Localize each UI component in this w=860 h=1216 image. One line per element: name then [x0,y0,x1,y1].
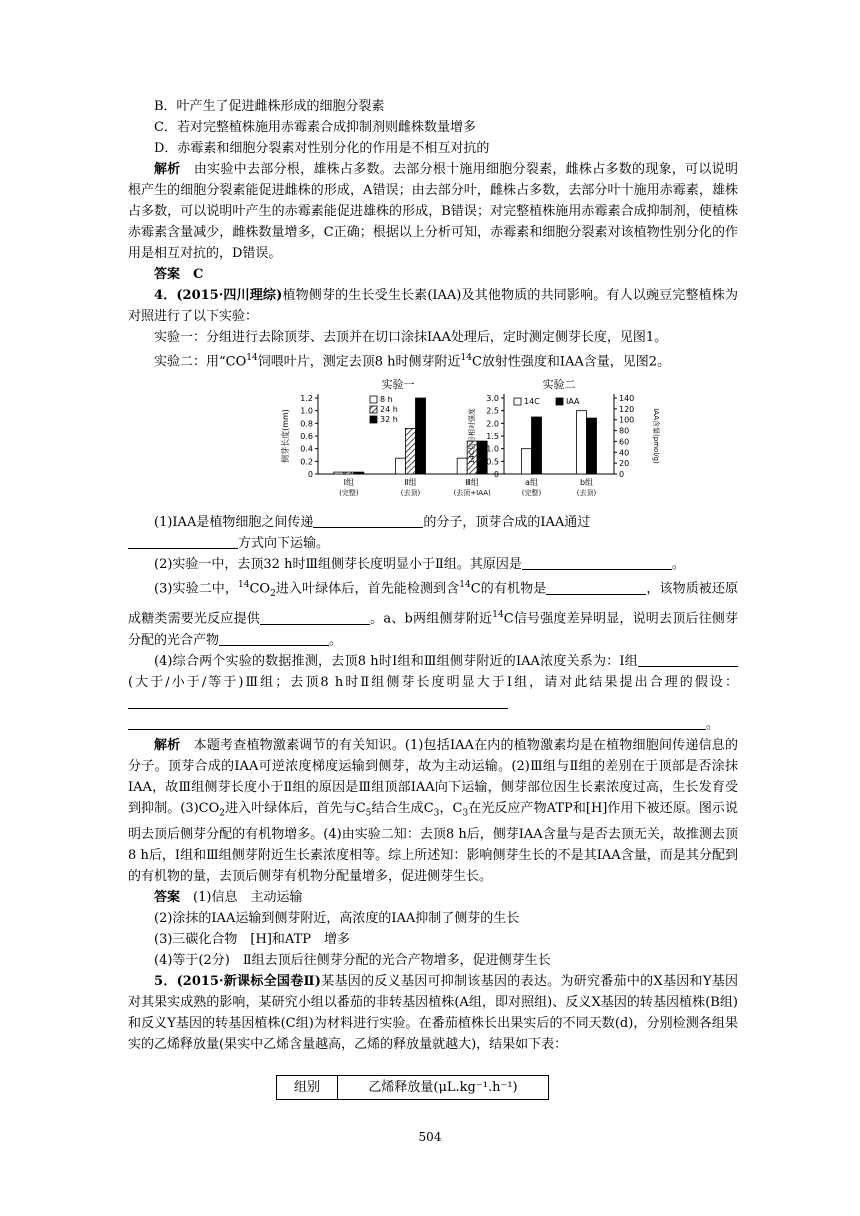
chart2-y-tick-label: 2.5 [486,406,499,416]
chart1-category-label: Ⅱ组 [404,478,417,488]
chart2-legend-swatch [556,398,563,405]
q4-3: (3)实验二中，$^{14}CO_2$进入叶绿体后，首先能检测到含$^{14}$C的有机物是 ，该物质被还原成糖类需要光反应提供 。a、b两组侧芽附近$^{14}$C信号强度差异明显，说明去顶后往侧芽分配的光合产物 。 [128,580,738,648]
table-col-group: 组别 [277,1076,338,1100]
chart2-category-note: (完整) [521,489,542,498]
q4-1: (1)IAA是植物细胞之间传递 的分子，顶芽合成的IAA通过 方式向下运输。 [128,512,738,554]
chart1-legend-swatch [370,416,377,423]
chart1-category-label: Ⅰ组 [343,478,355,488]
chart2-y2-tick-label: 60 [619,437,630,447]
chart2-y-label: 14C信号相对强度 [468,408,476,465]
analysis-3 [128,159,738,264]
question-4 [128,285,738,327]
analysis-4: 解析 本题考查植物激素调节的有关知识。(1)包括IAA在内的植物激素均是在植物细胞间传递信息的分子。顶芽合成的IAA可逆浓度梯度运输到侧芽，故为主动运输。(2)Ⅲ组与Ⅱ组的差别在于顶部是否涂抹IAA，故Ⅲ组侧芽长度小于Ⅱ组的原因是Ⅲ组顶部IAA向下运输，侧芽部位因生长素浓度过高，生长发育受到抑制。$(3)CO_2$进入叶绿体后，首先与$C_5$结合生成$C_3$，$C_3$在光反应产物ATP和[H]作用下被还原。图示说明去顶后侧芽分配的有机物增多。(4)由实验二知：去顶8 h后，侧芽IAA含量与是否去顶无关，故推测去顶8 h后，Ⅰ组和Ⅲ组侧芽附近生长素浓度相等。综上所述知：影响侧芽生长的不是其IAA含量，而是其分配到的有机物的量，去顶后侧芽有机物分配量增多，促进侧芽生长。 [128,737,738,885]
chart1-legend-swatch [370,406,377,413]
chart1-category-label: Ⅲ组 [465,478,479,488]
page-number: 504 [418,1130,442,1144]
chart1-category-note: (去顶+IAA) [453,489,491,498]
chart1-y-label: 侧芽长度(mm) [281,409,290,464]
chart2-bar [587,418,597,474]
chart2-y2-tick-label: 40 [619,448,630,458]
answer-label: 答案 [154,267,181,282]
chart1-bar [354,472,364,474]
chart2-y-tick-label: 2.0 [486,419,499,429]
chart1-y-tick-label: 1.0 [300,406,313,416]
chart2-y-tick-label: 0.5 [486,457,499,467]
chart2-bar [532,417,542,474]
chart2-y2-tick-label: 0 [619,470,625,480]
answer-4-3: (3)三碳化合物 [H]和ATP 增多 [154,932,350,948]
experiment-2: 实验二：用“CO$^{14}$饲喂叶片，测定去顶8 h时侧芽附近$^{14}$C放射性强度和IAA含量，见图2。 [154,353,671,370]
q4-text: 植物侧芽的生长受生长素(IAA)及其他物质的共同影响。有人以豌豆完整植株为对照进行了以下实验： [128,288,738,324]
chart2-bar [577,411,587,474]
chart1-bar [334,472,344,474]
chart1-y-tick-label: 1.2 [300,394,313,404]
experiment-1: 实验一：分组进行去除顶芽、去顶并在切口涂抹IAA处理后，定时测定侧芽长度，见图1。 [154,330,668,345]
option-c: C．若对完整植株施用赤霉素合成抑制剂则雌株数量增多 [154,120,476,135]
answer-3 [128,264,738,285]
chart2-y2-label: IAA含量(pmol/g) [652,408,660,465]
chart1-y-tick-label: 0 [307,470,313,480]
chart2-y-tick-label: 3.0 [486,394,499,404]
chart2-category-note: (去顶) [576,489,597,498]
chart1-legend-label: 24 h [380,405,398,415]
chart2-bar [522,449,532,474]
chart2-y-tick-label: 1.0 [486,444,499,454]
chart1-bar [344,472,354,474]
chart2-category-label: b组 [579,478,594,488]
chart2-y2-tick-label: 80 [619,426,630,436]
option-d: D．赤霉素和细胞分裂素对性别分化的作用是不相互对抗的 [154,141,490,156]
answer-4: 答案 (1)信息 主动运输 [154,890,303,906]
chart2-y-tick-label: 1.5 [486,432,499,442]
q4-head: 4．(2015·四川理综) [154,288,283,303]
chart2-title: 实验二 [542,378,576,392]
chart1-y-tick-label: 0.6 [300,432,313,442]
chart1-legend-swatch [370,396,377,403]
chart2-legend-label: IAA [566,397,580,407]
chart1-y-tick-label: 0.8 [300,419,313,429]
chart1-title: 实验一 [381,378,415,392]
ethylene-table [276,1075,549,1100]
q4-2: (2)实验一中，去顶32 h时Ⅲ组侧芽长度明显小于Ⅱ组。其原因是 。 [154,557,685,573]
analysis-text: 由实验中去部分根，雄株占多数。去部分根十施用细胞分裂素，雌株占多数的现象，可以说明根产生的细胞分裂素能促进雌株的形成，A错误；由去部分叶，雌株占多数，去部分叶十施用赤霉素，雄株占多数，可以说明叶产生的赤霉素能促进雄株的形成，B错误；对完整植株施用赤霉素合成抑制剂，使植株赤霉素含量减少，雌株数量增多，C正确；根据以上分析可知，赤霉素和细胞分裂素对该植物性别分化的作用是相互对抗的，D错误。 [128,162,738,261]
chart1-legend-label: 32 h [380,415,398,425]
chart2-y2-tick-label: 120 [619,405,635,415]
analysis-label: 解析 [154,162,181,177]
table-col-ethylene: 乙烯释放量(μL.kg⁻¹.h⁻¹) [338,1076,549,1100]
chart1-legend-label: 8 h [380,395,393,405]
chart1-y-tick-label: 0.4 [300,444,313,454]
chart2-legend-label: 14C [524,397,540,407]
chart1-y-tick-label: 0.2 [300,457,313,467]
chart2-category-label: a组 [525,478,538,488]
chart1-category-note: (去顶) [400,489,421,498]
chart1-bar [396,458,406,474]
option-b: B．叶产生了促进雌株形成的细胞分裂素 [154,99,385,114]
chart2-y2-tick-label: 140 [619,394,635,404]
chart2-y2-tick-label: 100 [619,416,635,426]
chart1-category-note: (完整) [339,489,359,498]
q4-4: (4)综合两个实验的数据推测，去顶8 h时Ⅰ组和Ⅲ组侧芽附近的IAA浓度关系为：Ⅰ组(大于/小于/等于)Ⅲ组；去顶8 h时Ⅱ组侧芽长度明显大于Ⅰ组，请对此结果提出合理的假设： 。 [128,653,738,732]
chart2-y-tick-label: 0 [493,470,499,480]
chart1-bar [416,398,426,474]
chart2-legend-swatch [514,398,521,405]
page-content [128,96,738,1100]
chart-experiment-2 [464,376,664,506]
chart1-bar [406,429,416,475]
answer-4-2: (2)涂抹的IAA运输到侧芽附近，高浓度的IAA抑制了侧芽的生长 [154,911,520,927]
figure-row [128,376,738,506]
answer-value: C [193,267,204,282]
answer-4-4: (4)等于(2分) Ⅱ组去顶后往侧芽分配的光合产物增多，促进侧芽生长 [154,953,551,969]
chart2-y2-tick-label: 20 [619,459,630,469]
question-5: 5．(2015·新课标全国卷Ⅱ)某基因的反义基因可抑制该基因的表达。为研究番茄中的X基因和Y基因对其果实成熟的影响，某研究小组以番茄的非转基因植株(A组，即对照组)、反义X基因的转基因植株(B组)和反义Y基因的转基因植株(C组)为材料进行实验。在番茄植株长出果实后的不同天数(d)，分别检测各组果实的乙烯释放量(果实中乙烯含量越高，乙烯的释放量就越大)，结果如下表： [128,974,738,1053]
